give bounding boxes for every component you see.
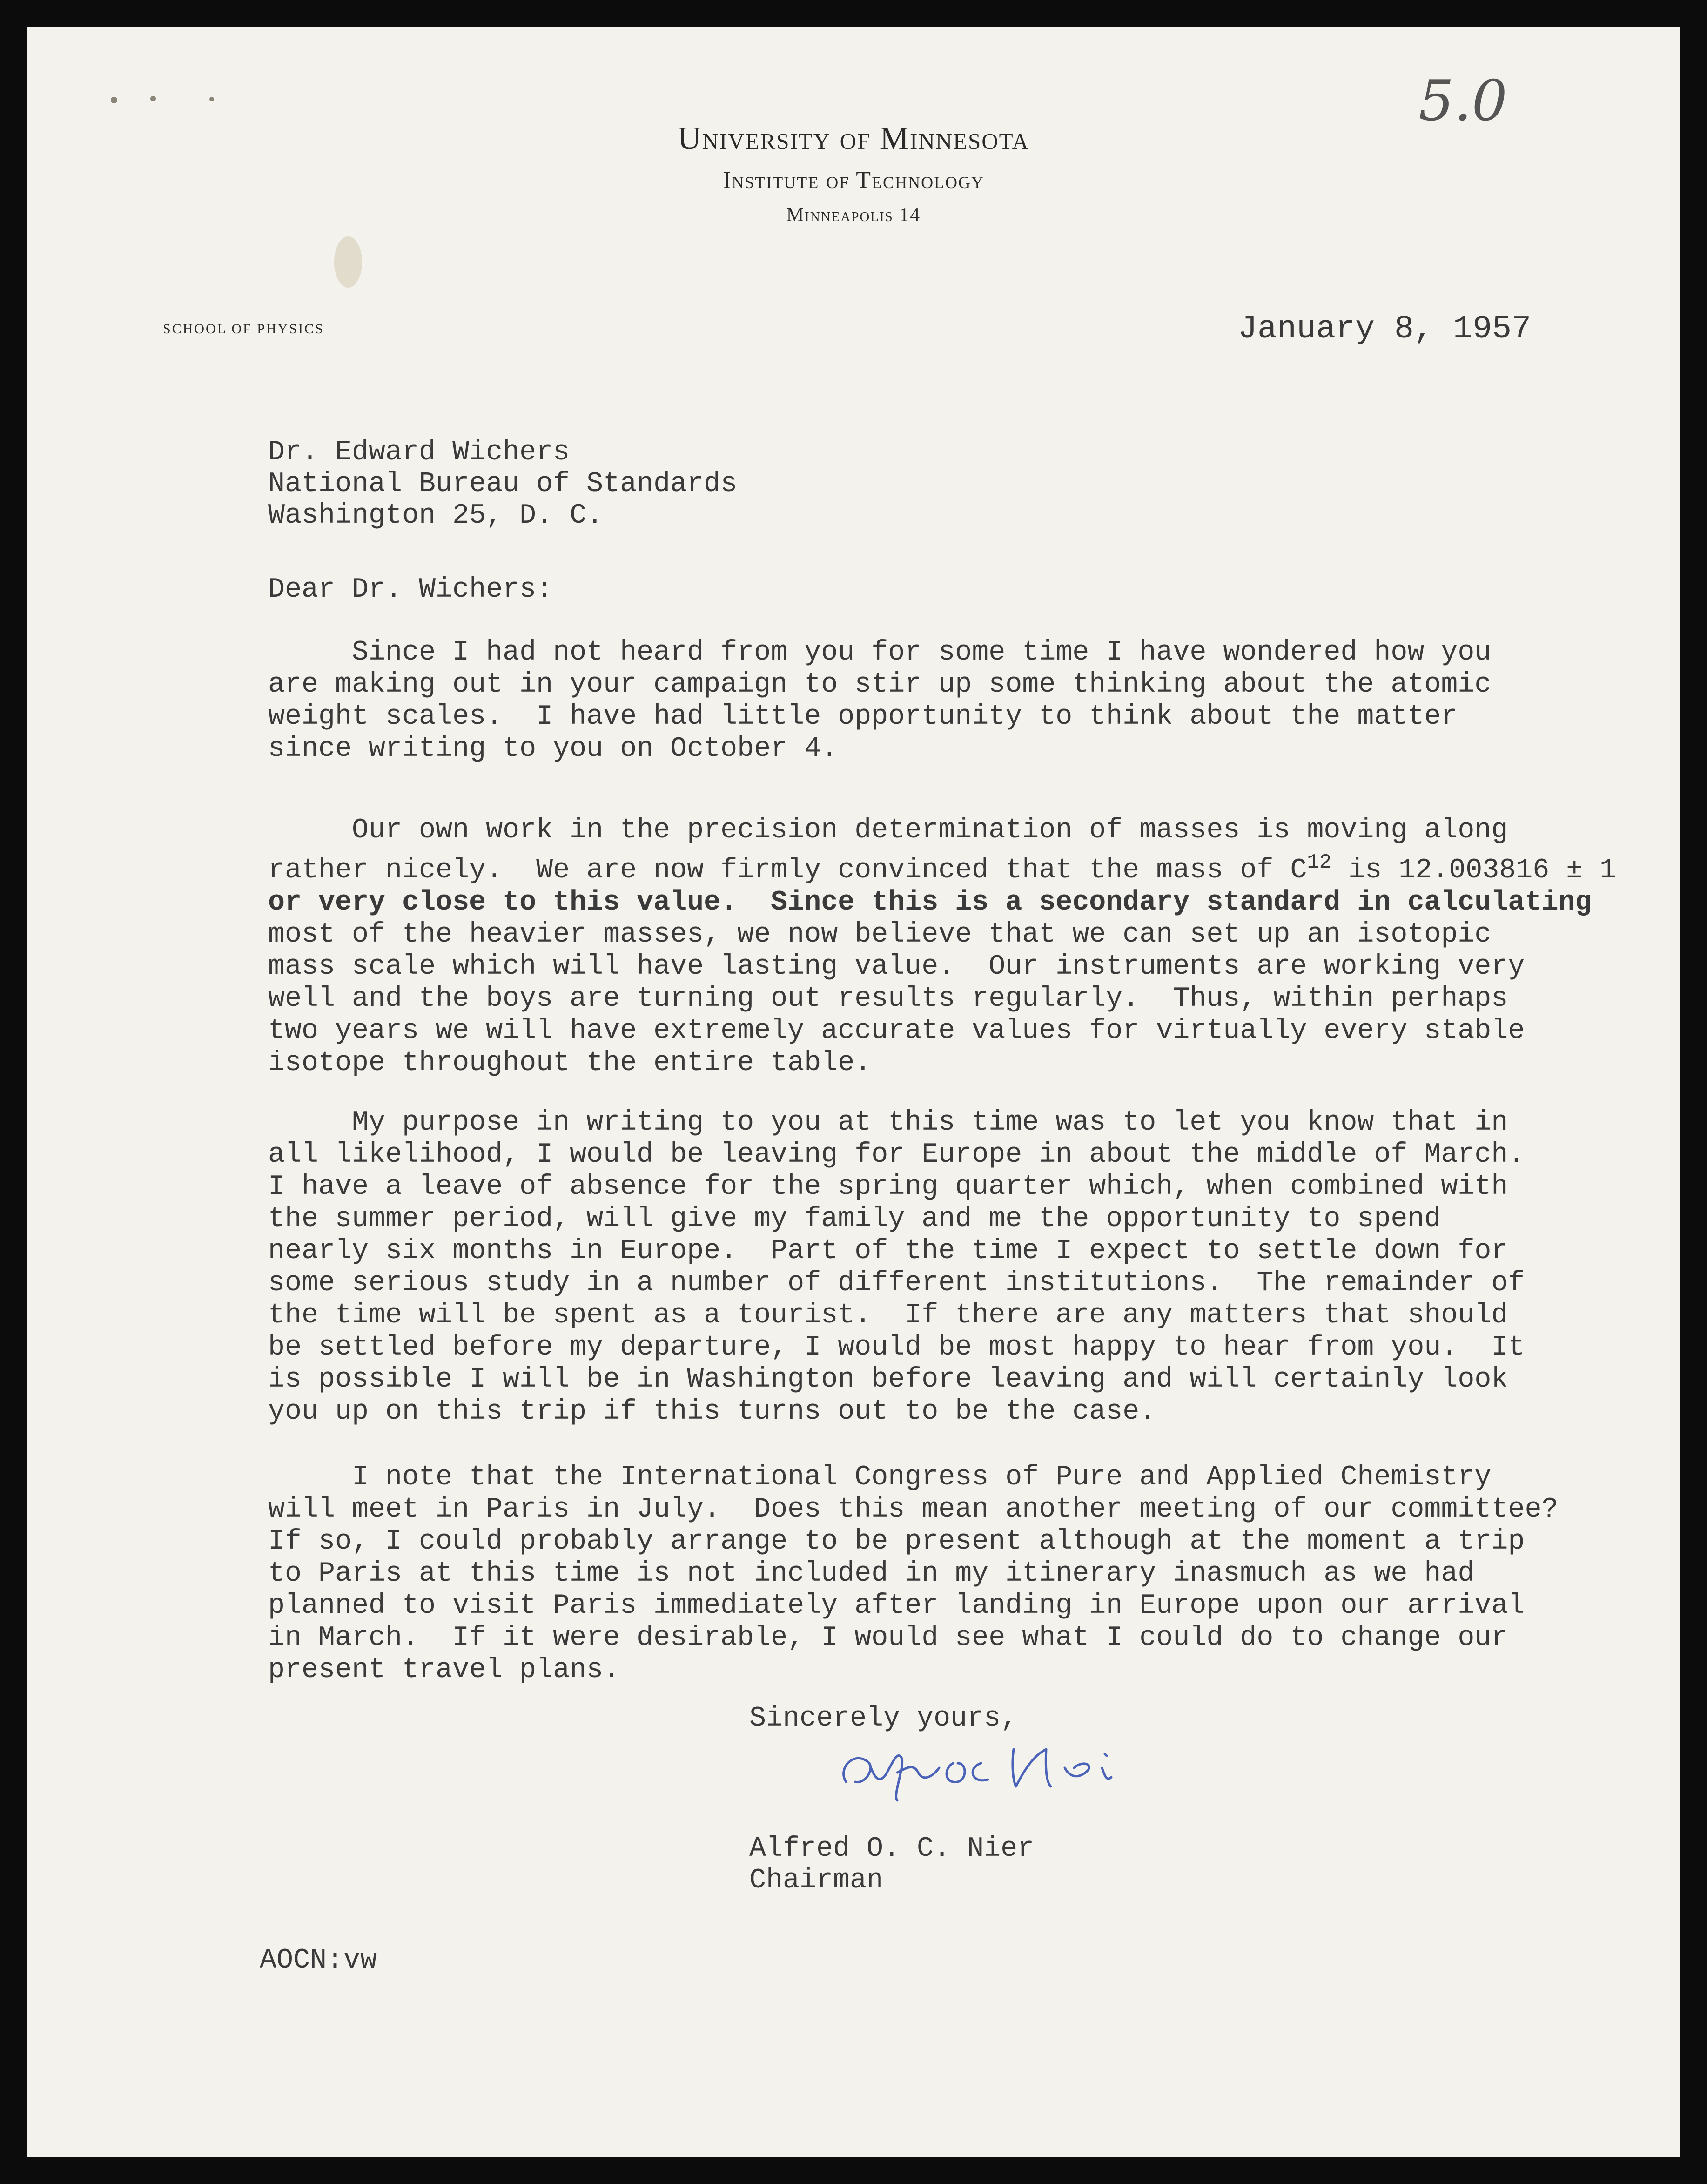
letterhead-city: Minneapolis 14 [786, 204, 921, 226]
paragraph-1 [268, 637, 1491, 765]
salutation: Dear Dr. Wichers: [268, 574, 553, 606]
paragraph-line: all likelihood, I would be leaving for Europe in about the middle of March. [268, 1139, 1525, 1171]
letter-date: January 8, 1957 [1238, 311, 1532, 348]
paragraph-line: will meet in Paris in July. Does this mean another meeting of our committee? [268, 1494, 1559, 1525]
paragraph-line: isotope throughout the entire table. [268, 1047, 872, 1079]
recipient-address [268, 437, 737, 532]
paragraph-4 [268, 1462, 1558, 1686]
paragraph-line-with-formula [268, 847, 1616, 887]
paragraph-line: Since I had not heard from you for some time I have wondered how you [268, 637, 1492, 668]
isotope-superscript: 12 [1307, 851, 1332, 874]
plus-minus-value: ± 1 [1566, 855, 1617, 886]
handwritten-signature [827, 1731, 1163, 1810]
paragraph-3 [268, 1107, 1525, 1428]
letterhead-department: SCHOOL OF PHYSICS [163, 321, 324, 337]
paper-speck [111, 97, 117, 103]
paragraph-line: in March. If it were desirable, I would see what I could do to change our [268, 1622, 1508, 1654]
recipient-location: Washington 25, D. C. [268, 500, 604, 532]
paragraph-line: Our own work in the precision determination of masses is moving along [268, 815, 1508, 846]
paragraph-line: the summer period, will give my family and me the opportunity to spend [268, 1203, 1441, 1235]
paragraph-line: most of the heavier masses, we now believe that we can set up an isotopic [268, 919, 1492, 950]
paragraph-line: you up on this trip if this turns out to be the case. [268, 1396, 1156, 1428]
paragraph-line: nearly six months in Europe. Part of the time I expect to settle down for [268, 1235, 1508, 1267]
paragraph-line: weight scales. I have had little opportunity to think about the matter [268, 701, 1458, 733]
paragraph-line: planned to visit Paris immediately after landing in Europe upon our arrival [268, 1590, 1525, 1622]
paragraph-line: since writing to you on October 4. [268, 733, 838, 765]
signer-title: Chairman [749, 1865, 884, 1896]
recipient-name: Dr. Edward Wichers [268, 437, 570, 468]
paragraph-line: to Paris at this time is not included in my itinerary inasmuch as we had [268, 1558, 1475, 1590]
paragraph-line: mass scale which will have lasting value. Our instruments are working very [268, 951, 1525, 983]
paragraph-line: I note that the International Congress of Pure and Applied Chemistry [268, 1462, 1492, 1493]
paper-speck [209, 97, 214, 101]
paragraph-line: two years we will have extremely accurate values for virtually every stable [268, 1015, 1525, 1047]
formula-text-after: is 12.003816 [1331, 855, 1566, 886]
letter-page [27, 27, 1680, 2157]
paragraph-line: the time will be spent as a tourist. If there are any matters that should [268, 1300, 1508, 1331]
handwritten-page-number: 5.0 [1418, 69, 1507, 134]
letterhead-institute: Institute of Technology [722, 167, 985, 194]
paragraph-line: be settled before my departure, I would be most happy to hear from you. It [268, 1332, 1525, 1363]
paragraph-line: My purpose in writing to you at this time was to let you know that in [268, 1107, 1508, 1139]
paragraph-line: or very close to this value. Since this is a secondary standard in calculating [268, 887, 1592, 918]
paragraph-line: some serious study in a number of different institutions. The remainder of [268, 1267, 1525, 1299]
closing: Sincerely yours, [749, 1703, 1018, 1734]
paragraph-2 [268, 815, 1616, 1079]
formula-text-before: rather nicely. We are now firmly convinced that the mass of C [268, 855, 1307, 886]
paper-stain [334, 236, 362, 288]
paper-speck [150, 96, 156, 101]
recipient-organization: National Bureau of Standards [268, 468, 738, 500]
paragraph-line: I have a leave of absence for the spring quarter which, when combined with [268, 1171, 1508, 1203]
paragraph-line: well and the boys are turning out results regularly. Thus, within perhaps [268, 983, 1508, 1015]
paragraph-line: If so, I could probably arrange to be present although at the moment a trip [268, 1526, 1525, 1557]
paragraph-line: is possible I will be in Washington before leaving and will certainly look [268, 1364, 1508, 1395]
reference-initials: AOCN:vw [260, 1945, 377, 1976]
paragraph-line: are making out in your campaign to stir up some thinking about the atomic [268, 669, 1492, 701]
letterhead-university: University of Minnesota [677, 121, 1030, 156]
signature-block [749, 1833, 1034, 1896]
paragraph-line: present travel plans. [268, 1654, 620, 1686]
signer-name: Alfred O. C. Nier [749, 1833, 1035, 1865]
